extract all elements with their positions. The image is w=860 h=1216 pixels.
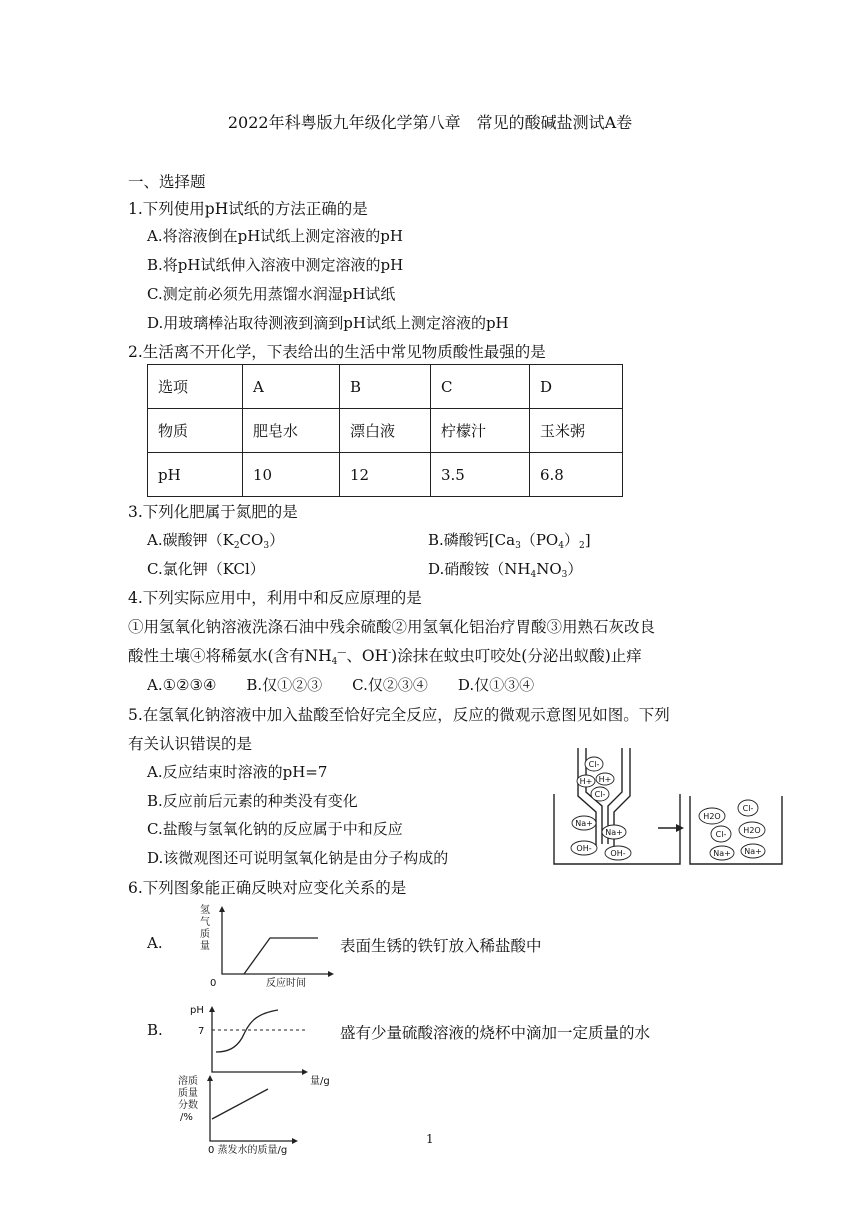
q6-option-b-text: 盛有少量硫酸溶液的烧杯中滴加一定质量的水 <box>340 1024 651 1042</box>
q3-option-b <box>428 529 591 551</box>
table-cell: 玉米粥 <box>530 409 623 453</box>
subscript: 4 <box>558 541 564 551</box>
q6-option-a-text: 表面生锈的铁钉放入稀盐酸中 <box>340 937 542 955</box>
table-cell: 物质 <box>148 409 243 453</box>
subscript: 2 <box>578 541 585 551</box>
axis-origin: 0 <box>210 978 217 989</box>
axis-label-line: 质量 <box>178 1088 198 1099</box>
ion-label: H2O <box>703 812 721 821</box>
table-cell: 12 <box>340 453 431 497</box>
ion-label: Na+ <box>575 819 593 828</box>
page-title: 2022年科粤版九年级化学第八章 常见的酸碱盐测试A卷 <box>227 113 633 132</box>
axes <box>222 908 332 974</box>
table-row <box>148 365 623 409</box>
y-axis-label: pH <box>190 1005 204 1016</box>
q1-option-d: D.用玻璃棒沾取待测液到滴到pH试纸上测定溶液的pH <box>147 314 509 332</box>
axis-label-line: 分数 <box>178 1100 198 1111</box>
text: ） <box>567 560 583 578</box>
superscript: - <box>388 647 392 658</box>
text: )涂抹在蚊虫叮咬处(分泌出蚁酸)止痒 <box>391 647 642 665</box>
table-cell: B <box>340 365 431 409</box>
table-row <box>148 453 623 497</box>
ion-label: Cl- <box>715 830 727 839</box>
curve <box>212 1089 268 1119</box>
ion-label: Na+ <box>744 847 762 856</box>
table-cell: pH <box>148 453 243 497</box>
table-cell: 10 <box>243 453 340 497</box>
q6-stem: 6.下列图象能正确反映对应变化关系的是 <box>128 879 407 897</box>
axis-label-line: /% <box>180 1112 193 1123</box>
page-number: 1 <box>426 1132 434 1146</box>
q5-option-a: A.反应结束时溶液的pH=7 <box>147 763 328 781</box>
table-cell: D <box>530 365 623 409</box>
ion-label: OH- <box>576 844 592 853</box>
q5-option-b: B.反应前后元素的种类没有变化 <box>147 792 358 810</box>
axis-arrows <box>207 1075 298 1144</box>
subscript: 3 <box>515 541 521 551</box>
text: ] <box>584 531 591 549</box>
axis-label-char: 质 <box>200 929 210 940</box>
table-cell: C <box>431 365 530 409</box>
text: A.碳酸钾（K <box>147 531 234 549</box>
q1-option-b: B.将pH试纸伸入溶液中测定溶液的pH <box>147 256 404 274</box>
ion-label: H2O <box>743 826 761 835</box>
q5-stem-1: 5.在氢氧化钠溶液中加入盐酸至恰好完全反应，反应的微观示意图见如图。下列 <box>128 706 670 724</box>
superscript: — <box>337 647 347 658</box>
right-beaker <box>690 796 782 864</box>
q1-option-c: C.测定前必须先用蒸馏水润湿pH试纸 <box>147 285 396 303</box>
table-cell: 选项 <box>148 365 243 409</box>
ion-label: OH- <box>610 849 626 858</box>
reaction-micro-diagram <box>548 744 788 868</box>
q6-graph-c <box>176 1073 326 1155</box>
text: B.磷酸钙[Ca <box>428 531 516 549</box>
table-cell: 3.5 <box>431 453 530 497</box>
q5-option-d: D.该微观图还可说明氢氧化钠是由分子构成的 <box>147 849 449 867</box>
ion-label: Cl- <box>594 790 606 799</box>
section-heading: 一、选择题 <box>128 173 206 191</box>
ion-label: Na+ <box>605 828 623 837</box>
text: D.硝酸铵（NH <box>428 560 531 578</box>
text: CO <box>239 531 264 549</box>
q1-option-a: A.将溶液倒在pH试纸上测定溶液的pH <box>147 227 403 245</box>
ion-label: Na+ <box>713 849 731 858</box>
q5-stem-2: 有关认识错误的是 <box>128 735 253 753</box>
q3-option-c: C.氯化钾（KCl） <box>147 560 265 578</box>
ion-label: H+ <box>579 777 593 786</box>
curve <box>216 1010 278 1052</box>
text: NO <box>536 560 562 578</box>
ion-label: Cl- <box>742 804 754 813</box>
q3-option-a <box>147 529 284 551</box>
q4-line-2 <box>128 644 642 667</box>
q1-stem: 1.下列使用pH试纸的方法正确的是 <box>128 200 368 218</box>
x-axis-label: 量/g <box>310 1076 330 1086</box>
axis-label-char: 氢 <box>200 905 210 916</box>
subscript: 4 <box>530 570 537 580</box>
curve <box>244 938 318 974</box>
table-cell: 漂白液 <box>340 409 431 453</box>
q4-options: A.①②③④ B.仅①②③ C.仅②③④ D.仅①③④ <box>147 676 535 694</box>
subscript: 3 <box>561 570 568 580</box>
text: 酸性土壤④将稀氨水(含有NH <box>128 647 332 665</box>
table-cell: 6.8 <box>530 453 623 497</box>
text: ） <box>563 531 579 549</box>
table-cell: A <box>243 365 340 409</box>
x-axis-label: 反应时间 <box>266 978 306 989</box>
table-cell: 肥皂水 <box>243 409 340 453</box>
q6-option-a-label: A. <box>147 934 163 952</box>
q3-option-d <box>428 558 582 580</box>
text: ） <box>269 531 285 549</box>
subscript: 4 <box>331 657 338 667</box>
y-tick-label: 7 <box>198 1026 205 1037</box>
q6-graph-a <box>196 902 346 990</box>
axes <box>210 1077 296 1141</box>
ion-label: Cl- <box>588 760 600 769</box>
axis-label-char: 气 <box>200 917 210 928</box>
q4-stem: 4.下列实际应用中，利用中和反应原理的是 <box>128 589 422 607</box>
table-row <box>148 409 623 453</box>
subscript: 3 <box>263 541 270 551</box>
q4-line-1: ①用氢氧化钠溶液洗涤石油中残余硫酸②用氢氧化铝治疗胃酸③用熟石灰改良 <box>128 618 656 636</box>
q5-option-c: C.盐酸与氢氧化钠的反应属于中和反应 <box>147 820 403 838</box>
ion-label: H+ <box>598 775 612 784</box>
axis-arrows <box>219 906 334 977</box>
q6-option-b-label: B. <box>147 1021 163 1039</box>
table-cell: 柠檬汁 <box>431 409 530 453</box>
text: （PO <box>520 531 559 549</box>
q3-stem: 3.下列化肥属于氮肥的是 <box>128 503 298 521</box>
axis-label-line: 溶质 <box>178 1076 198 1087</box>
x-axis-label: 0 蒸发水的质量/g <box>208 1145 288 1155</box>
axes <box>212 1008 306 1072</box>
q2-stem: 2.生活离不开化学，下表给出的生活中常见物质酸性最强的是 <box>128 343 546 361</box>
subscript: 2 <box>233 541 240 551</box>
text: 、OH <box>346 647 389 665</box>
q2-table <box>147 364 623 497</box>
axis-label-char: 量 <box>200 941 210 952</box>
